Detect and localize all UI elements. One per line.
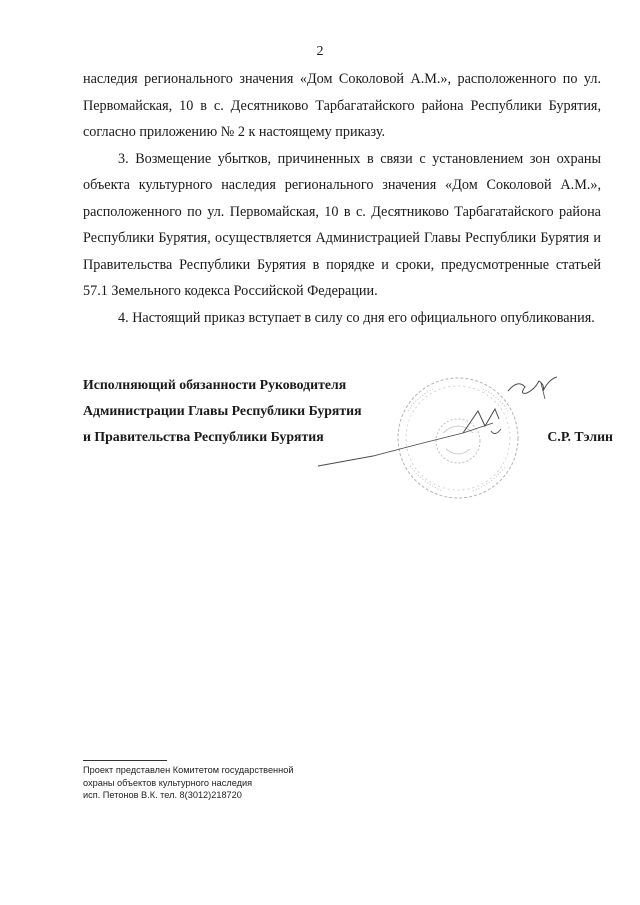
- signatory-name: С.Р. Тэлин: [547, 429, 613, 444]
- footnote-line-3: исп. Петонов В.К. тел. 8(3012)218720: [83, 790, 242, 800]
- document-body: [83, 66, 601, 331]
- signatory-title-line-2: Администрации Главы Республики Бурятия: [83, 403, 362, 418]
- footnote-divider: [83, 760, 167, 761]
- signatory-title-line-1: Исполняющий обязанности Руководителя: [83, 377, 347, 392]
- paragraph-item-4: 4. Настоящий приказ вступает в силу со дня его официального опубликования.: [118, 309, 595, 326]
- signature-block: [83, 371, 613, 501]
- paragraph-continuation: наследия регионального значения «Дом Соколовой А.М.», расположенного по ул. Первомайская, 10 в с. Десятниково Тарбагатайского района Республики Бурятия, согласно приложению № 2 к настоящему приказу.: [83, 71, 601, 140]
- footnote: [83, 764, 383, 802]
- handwritten-signature: [313, 371, 573, 481]
- signatory-title-line-3: и Правительства Республики Бурятия: [83, 429, 324, 444]
- footnote-line-2: охраны объектов культурного наследия: [83, 777, 253, 788]
- paragraph-item-3: 3. Возмещение убытков, причиненных в связи с установлением зон охраны объекта культурного наследия регионального значения «Дом Соколовой А.М.», расположенного по ул. Первомайская, 10 в с. Десятниково Тарбагатайского района Республики Бурятия, осуществляется Администрацией Главы Республики Бурятия и Правительства Республики Бурятия в порядке и сроки, предусмотренные статьей 57.1 Земельного кодекса Российской Федерации.: [83, 150, 601, 299]
- page-number: 2: [316, 44, 324, 59]
- footnote-line-1: Проект представлен Комитетом государственной: [83, 765, 294, 775]
